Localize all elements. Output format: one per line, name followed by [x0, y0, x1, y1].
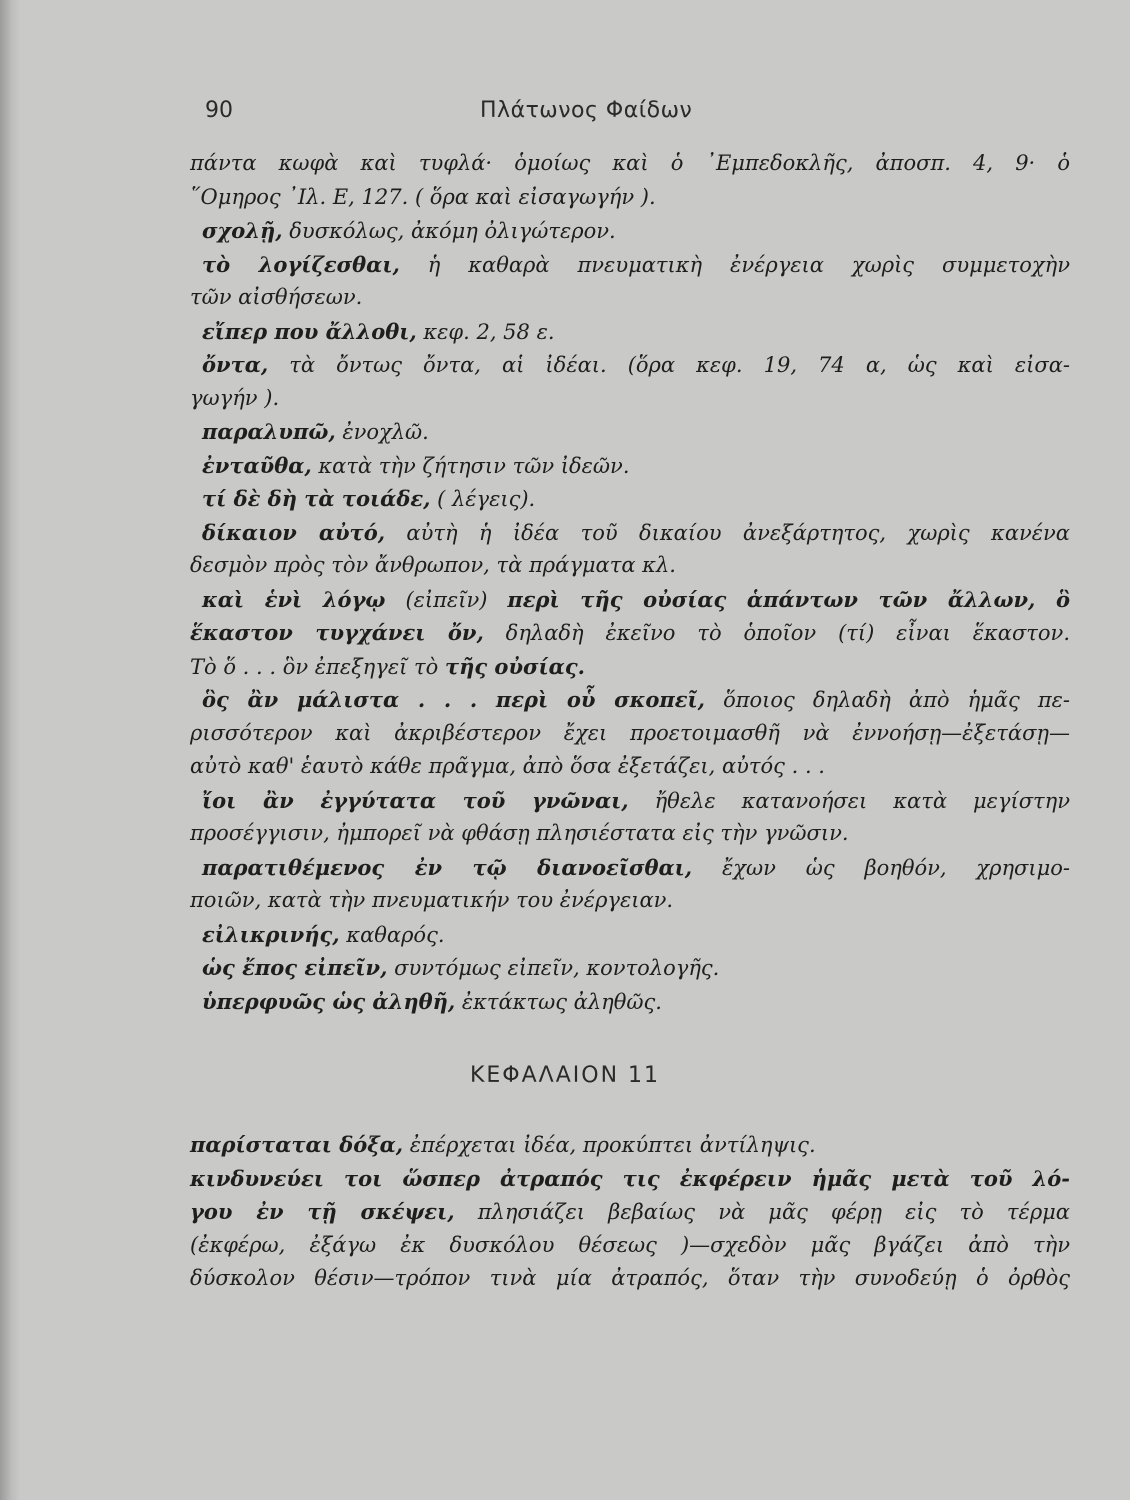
- commentary-text: [190, 147, 1070, 1018]
- gloss: ἔχων ὡς βοηθόν, χρησιμο-: [692, 855, 1071, 880]
- gloss: ( λέγεις).: [430, 487, 536, 511]
- text-line: [190, 951, 1070, 985]
- text-line: [190, 348, 1070, 382]
- page-header: [0, 93, 1130, 133]
- gloss: κεφ. 2, 58 ε.: [416, 319, 555, 344]
- page-number: 90: [205, 98, 233, 123]
- text-line: [190, 851, 1070, 885]
- lemma: ὄντα,: [202, 352, 269, 377]
- gloss: τῶν αἰσθήσεων.: [190, 285, 363, 309]
- lemma: παρατιθέμενος ἐν τῷ διανοεῖσθαι,: [202, 854, 693, 880]
- text-line: [190, 214, 1070, 248]
- running-title: Πλάτωνος Φαίδων: [480, 98, 693, 123]
- text-line: [190, 717, 1070, 751]
- text-line: [190, 281, 1070, 315]
- lemma: τῆς οὐσίας.: [444, 653, 585, 679]
- gloss: δεσμὸν πρὸς τὸν ἄνθρωπον, τὰ πράγματα κλ.: [190, 553, 676, 577]
- text-line: [190, 650, 1070, 684]
- text-line: [190, 1162, 1070, 1196]
- gloss: αὐτὸ καθ' ἑαυτὸ κάθε πρᾶγμα, ἀπὸ ὅσα ἐξετάζει, αὐτός . . .: [190, 754, 825, 778]
- gloss: ῞Ομηρος ᾿Ιλ. Ε, 127. ( ὅρα καὶ εἰσαγωγήν ).: [190, 184, 656, 209]
- text-line: [190, 1128, 1070, 1162]
- text-line: [190, 181, 1070, 215]
- gloss: δύσκολον θέσιν—τρόπον τινὰ μία ἀτραπός, ὅταν τὴν συνοδεύῃ ὁ ὀρθὸς: [190, 1266, 1070, 1290]
- text-line: [190, 382, 1070, 416]
- lemma: δίκαιον αὐτό,: [202, 519, 386, 545]
- lemma: εἴπερ που ἄλλοθι,: [202, 318, 417, 344]
- gloss: συντόμως εἰπεῖν, κοντολογῆς.: [387, 956, 720, 980]
- gloss: προσέγγισιν, ἠμπορεῖ νὰ φθάσῃ πλησιέστατα εἰς τὴν γνῶσιν.: [190, 821, 849, 845]
- lemma: κινδυνεύει τοι ὥσπερ ἀτραπός τις ἐκφέρειν ἡμᾶς μετὰ τοῦ λό-: [190, 1165, 1070, 1191]
- gloss: γωγήν ).: [190, 385, 280, 410]
- gloss: (εἰπεῖν): [385, 587, 508, 612]
- gloss: ὅποιος δηλαδὴ ἀπὸ ἡμᾶς πε-: [705, 688, 1070, 712]
- lemma: παρίσταται δόξα,: [190, 1132, 404, 1157]
- text-line: [190, 918, 1070, 952]
- chapter-heading: ΚΕΦΑΛΑΙΟΝ 11: [469, 1063, 661, 1088]
- text-line: [190, 1195, 1070, 1229]
- lemma: καὶ ἑνὶ λόγῳ: [202, 586, 386, 612]
- lemma: σχολῇ,: [202, 218, 283, 243]
- gloss: ἐνοχλῶ.: [335, 420, 429, 444]
- text-line: [190, 884, 1070, 918]
- lemma: ὃς ἂν μάλιστα . . . περὶ οὗ σκοπεῖ,: [202, 687, 705, 712]
- gloss: ἡ καθαρὰ πνευματικὴ ἐνέργεια χωρὶς συμμετοχὴν: [399, 252, 1070, 277]
- text-line: [190, 817, 1070, 851]
- gloss: κατὰ τὴν ζήτησιν τῶν ἰδεῶν.: [311, 453, 630, 478]
- lemma: ἕκαστον τυγχάνει ὄν,: [190, 620, 484, 645]
- text-line: [190, 616, 1070, 650]
- gloss: (ἐκφέρω, ἐξάγω ἐκ δυσκόλου θέσεως )—σχεδὸν μᾶς βγάζει ἀπὸ τὴν: [190, 1232, 1070, 1257]
- text-line: [190, 549, 1070, 583]
- gloss: δηλαδὴ ἐκεῖνο τὸ ὁποῖον (τί) εἶναι ἕκαστον.: [483, 621, 1071, 645]
- text-line: [190, 147, 1070, 181]
- page-edge: [0, 0, 20, 1500]
- chapter-text: [190, 1128, 1070, 1296]
- lemma: ὡς ἔπος εἰπεῖν,: [202, 955, 388, 980]
- lemma: περὶ τῆς οὐσίας ἁπάντων τῶν ἄλλων, ὃ: [507, 586, 1070, 612]
- text-line: [190, 482, 1070, 516]
- text-line: [190, 683, 1070, 717]
- gloss: ποιῶν, κατὰ τὴν πνευματικήν του ἐνέργειαν.: [190, 888, 674, 912]
- text-line: [190, 315, 1070, 349]
- gloss: πλησιάζει βεβαίως νὰ μᾶς φέρῃ εἰς τὸ τέρμα: [454, 1200, 1070, 1224]
- lemma: εἰλικρινής,: [202, 921, 340, 947]
- gloss: αὐτὴ ἡ ἰδέα τοῦ δικαίου ἀνεξάρτητος, χωρὶς κανένα: [385, 520, 1070, 545]
- text-line: [190, 1229, 1070, 1263]
- lemma: ἐνταῦθα,: [202, 452, 312, 478]
- gloss: ἐκτάκτως ἀληθῶς.: [455, 989, 662, 1014]
- gloss: Τὸ ὅ . . . ὃν ἐπεξηγεῖ τὸ: [190, 654, 445, 679]
- gloss: ρισσότερον καὶ ἀκριβέστερον ἔχει προετοιμασθῆ νὰ ἐννοήσῃ—ἐξετάσῃ—: [190, 720, 1070, 745]
- gloss: ἐπέρχεται ἰδέα, προκύπτει ἀντίληψις.: [403, 1133, 816, 1157]
- text-line: [190, 449, 1070, 483]
- text-line: [190, 415, 1070, 449]
- gloss: δυσκόλως, ἀκόμη ὀλιγώτερον.: [282, 219, 616, 243]
- text-line: [190, 750, 1070, 784]
- text-line: [190, 784, 1070, 818]
- lemma: παραλυπῶ,: [202, 419, 336, 444]
- text-line: [190, 1262, 1070, 1296]
- gloss: ἤθελε κατανοήσει κατὰ μεγίστην: [628, 788, 1070, 813]
- lemma: ὑπερφυῶς ὡς ἀληθῆ,: [202, 988, 456, 1014]
- text-line: [190, 248, 1070, 282]
- lemma: τὸ λογίζεσθαι,: [202, 251, 400, 277]
- text-line: [190, 516, 1070, 550]
- gloss: τὰ ὄντως ὄντα, αἱ ἰδέαι. (ὅρα κεφ. 19, 74 α, ὡς καὶ εἰσα-: [268, 353, 1070, 377]
- text-line: [190, 985, 1070, 1019]
- gloss: πάντα κωφὰ καὶ τυφλά· ὁμοίως καὶ ὁ ᾿Εμπεδοκλῆς, ἀποσπ. 4, 9· ὁ: [190, 151, 1070, 175]
- gloss: καθαρός.: [339, 922, 445, 947]
- text-line: [190, 583, 1070, 617]
- lemma: γου ἐν τῇ σκέψει,: [190, 1199, 455, 1224]
- lemma: τί δὲ δὴ τὰ τοιάδε,: [202, 486, 431, 511]
- lemma: ἴοι ἂν ἐγγύτατα τοῦ γνῶναι,: [202, 787, 629, 813]
